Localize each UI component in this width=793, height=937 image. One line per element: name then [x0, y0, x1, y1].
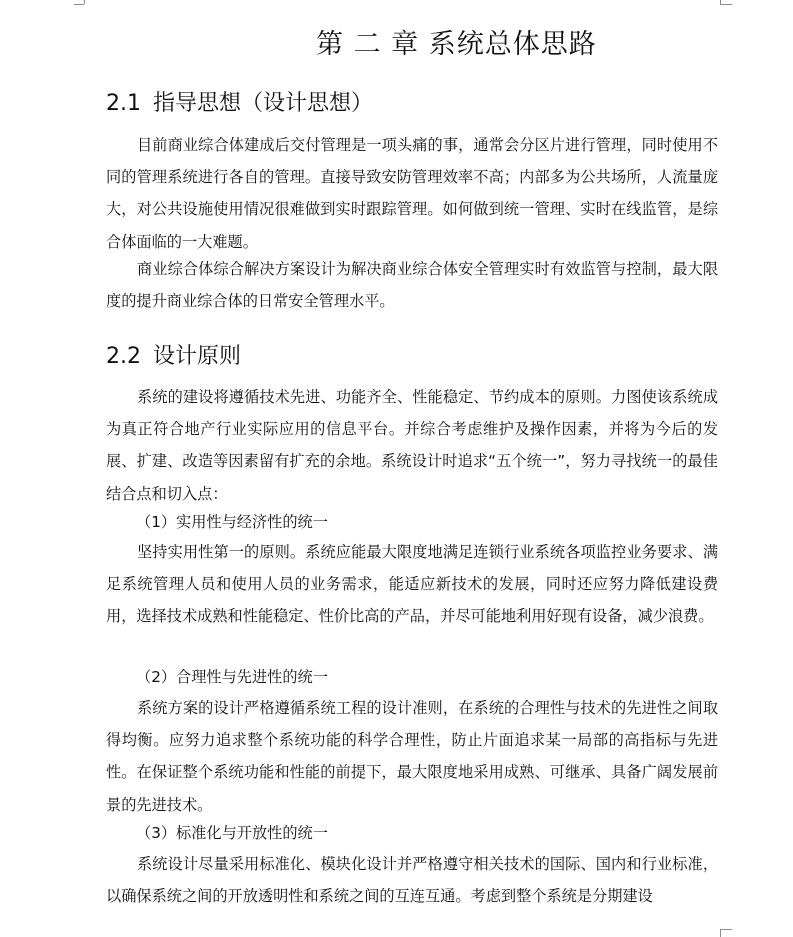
paragraph-design-principles-intro: 系统的建设将遵循技术先进、功能齐全、性能稳定、节约成本的原则。力图使该系统成为真正符合地产行业实际应用的信息平台。并综合考虑维护及操作因素，并将为今后的发展、扩建、改造等因素留有扩充的余地。系统设计时追求“五个统一”，努力寻找统一的最佳结合点和切入点： [106, 388, 718, 503]
subheading-rationality-advancement: （2）合理性与先进性的统一 [136, 668, 328, 686]
paragraph-practicality-economy: 坚持实用性第一的原则。系统应能最大限度地满足连锁行业系统各项监控业务要求、满足系统管理人员和使用人员的业务需求，能适应新技术的发展，同时还应努力降低建设费用，选择技术成熟和性能稳定、性价比高的产品，并尽可能地利用好现有设备，减少浪费。 [106, 543, 718, 626]
chapter-title: 第 二 章 系统总体思路 [316, 29, 597, 60]
paragraph-standardization-openness: 系统设计尽量采用标准化、模块化设计并严格遵守相关技术的国际、国内和行业标准，以确保系统之间的开放透明性和系统之间的互连互通。考虑到整个系统是分期建设 [106, 855, 718, 906]
crop-mark-top-right-h [720, 4, 732, 5]
section-title: 指导思想（设计思想） [153, 91, 374, 116]
crop-mark-bottom-right [720, 930, 721, 937]
paragraph-rationality-advancement: 系统方案的设计严格遵循系统工程的设计准则，在系统的合理性与技术的先进性之间取得均衡。应努力追求整个系统功能的科学合理性，防止片面追求某一局部的高指标与先进性。在保证整个系统功能和性能的前提下，最大限度地采用成熟、可继承、具备广阔发展前景的先进技术。 [106, 699, 718, 814]
section-heading-2-1 [106, 86, 373, 117]
subheading-standardization-openness: （3）标准化与开放性的统一 [136, 824, 328, 842]
section-number: 2.1 [106, 91, 141, 116]
crop-mark-top-left-h [74, 4, 84, 5]
section-number: 2.2 [106, 344, 141, 369]
section-heading-2-2 [106, 339, 241, 370]
crop-mark-bottom-right-h [720, 929, 732, 930]
subheading-practicality-economy: （1）实用性与经济性的统一 [136, 513, 328, 531]
paragraph-guiding-idea-1: 目前商业综合体建成后交付管理是一项头痛的事，通常会分区片进行管理，同时使用不同的管理系统进行各自的管理。直接导致安防管理效率不高；内部多为公共场所，人流量庞大，对公共设施使用情况很难做到实时跟踪管理。如何做到统一管理、实时在线监管，是综合体面临的一大难题。 [106, 136, 718, 251]
section-title: 设计原则 [153, 344, 242, 369]
paragraph-guiding-idea-2: 商业综合体综合解决方案设计为解决商业综合体安全管理实时有效监管与控制，最大限度的提升商业综合体的日常安全管理水平。 [106, 260, 718, 311]
crop-mark-top-left [84, 0, 85, 4]
